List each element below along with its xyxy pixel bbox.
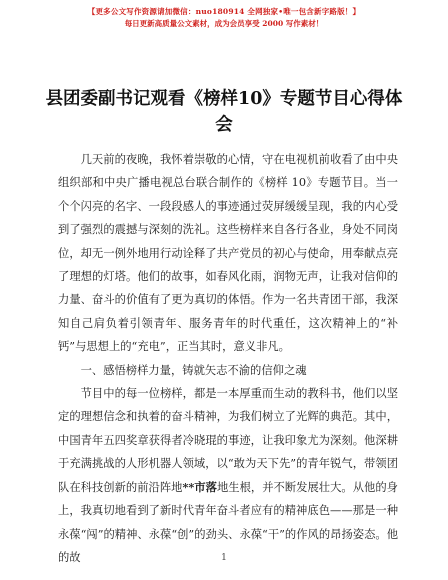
- paragraph-text-part-1: 节目中的每一位榜样，都是一本厚重而生动的教科书，他们以坚定的理想信念和执着的奋斗精神，为我们树立了光辉的典范。其中，中国青年五四奖章获得者冷晓琨的事迹，让我印象尤为深刻。他深耕于充满挑战的人形机器人领域，以“敢为天下先”的青年锐气，带领团队在科技创新的前沿阵地: [58, 387, 398, 494]
- document-body: [58, 148, 398, 569]
- banner-line-2: 每日更新高质量公文素材，成为会员享受 2000 写作素材！: [124, 19, 324, 28]
- section-heading-1: 一、感悟榜样力量，铸就矢志不渝的信仰之魂: [80, 363, 307, 377]
- banner-line-1: 【更多公文写作资源请加微信：nuo180914 全网独家•唯一包含新字路版！】: [87, 7, 361, 16]
- document-title: 县团委副书记观看《榜样10》专题节目心得体会: [45, 89, 403, 135]
- paragraph-intro: 几天前的夜晚，我怀着崇敬的心情，守在电视机前收看了由中央组织部和中央广播电视总台联合制作的《榜样 10》专题节目。当一个个闪亮的名字、一段段感人的事迹通过荧屏缓缓呈现，我的内心受到了强烈的震撼与深刻的洗礼。这些榜样来自各行各业，身处不同岗位，却无一例外地用行动诠释了共产党员的初心与使命，用奉献点亮了理想的灯塔。他们的故事，如春风化雨，润物无声，让我对信仰的力量、奋斗的价值有了更为真切的体悟。作为一名共青团干部，我深知自己肩负着引领青年、服务青年的时代重任，这次精神上的“补钙”与思想上的“充电”，正当其时，意义非凡。: [58, 153, 398, 354]
- page-number: 1: [221, 553, 227, 563]
- promo-banner: [0, 6, 448, 30]
- paragraph-text-part-2: 地生根，并不断发展壮大。从他的身上，我真切地看到了新时代青年奋斗者应有的精神底色——那是一种永葆“闯”的精神、永葆“创”的劲头、永葆“干”的作风的昂扬姿态。他的故: [58, 480, 398, 564]
- paragraph-text-bold: **市落: [182, 479, 217, 494]
- paragraph-section-1: [58, 382, 398, 569]
